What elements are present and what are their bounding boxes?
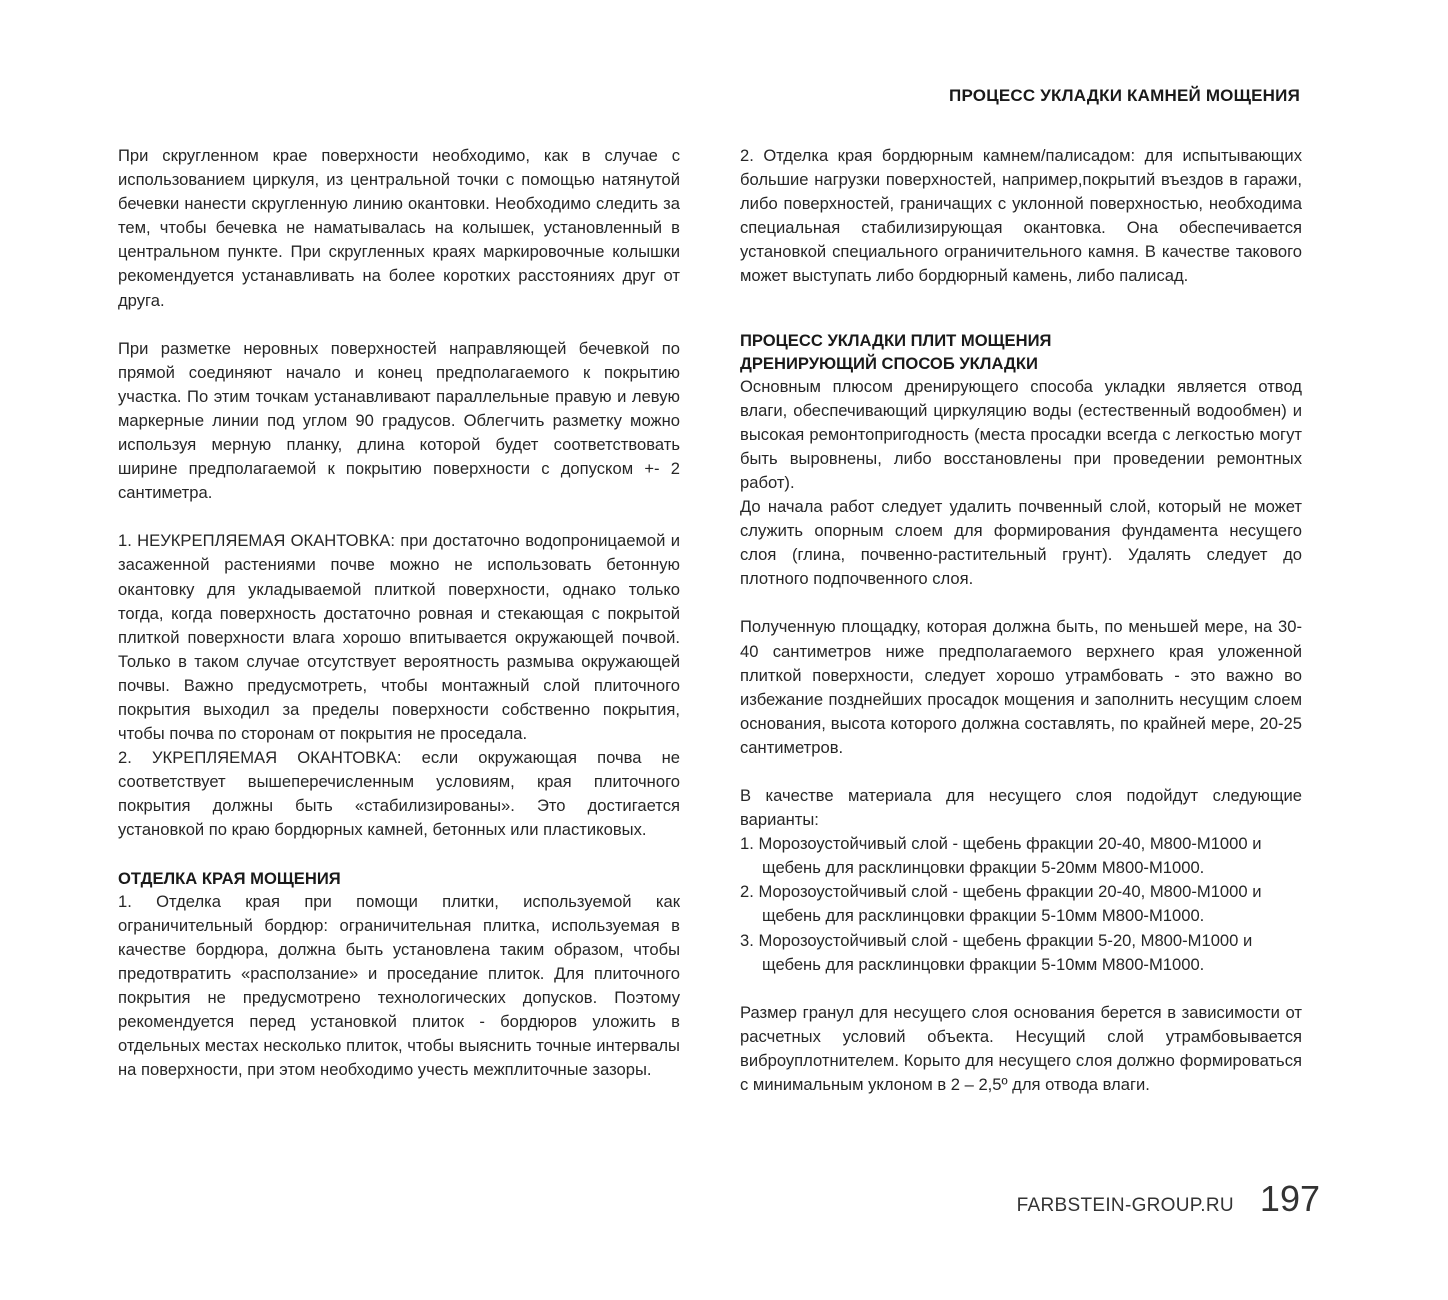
right-column: [740, 144, 1302, 1097]
paragraph-reinforced-edging: 2. УКРЕПЛЯЕМАЯ ОКАНТОВКА: если окружающая почва не соответствует вышеперечисленным условиям, края плиточного покрытия должны быть «стабилизированы». Это достигается установкой по краю бордюрных камней, бетонных или пластиковых.: [118, 748, 680, 840]
section-heading-slab-laying: ПРОЦЕСС УКЛАДКИ ПЛИТ МОЩЕНИЯ: [740, 330, 1052, 350]
page-number: 197: [1259, 1178, 1320, 1219]
left-column: [118, 144, 680, 1082]
paragraph-rounded-edge: При скругленном крае поверхности необходимо, как в случае с использованием циркуля, из центральной точки с помощью натянутой бечевки нанести скругленную линию окантовки. Необходимо следить за тем, чтобы бечевка не наматывалась на колышек, установленный в центральном пункте. При скругленных краях маркировочные колышки рекомендуется устанавливать на более коротких расстояниях друг от друга.: [118, 146, 680, 310]
paragraph-soil-removal: До начала работ следует удалить почвенный слой, который не может служить опорным слоем для формирования фундамента несущего слоя (глина, почвенно-растительный грунт). Удалять следует до плотного подпочвенного слоя.: [740, 497, 1302, 589]
paragraph-material-options: В качестве материала для несущего слоя подойдут следующие варианты:: [740, 785, 1302, 830]
section-heading-edge-finishing: ОТДЕЛКА КРАЯ МОЩЕНИЯ: [118, 868, 341, 888]
paragraph-compaction: Полученную площадку, которая должна быть, по меньшей мере, на 30-40 сантиметров ниже предполагаемого верхнего края уложенной плиткой поверхности, следует хорошо утрамбовать - это важно во избежание позднейших просадок мощения и заполнить несущим слоем основания, высота которого должна составлять, по крайней мере, 20-25 сантиметров.: [740, 617, 1302, 757]
list-item: 2. Морозоустойчивый слой - щебень фракции 20-40, М800-М1000 и щебень для расклинцовки фракции 5-10мм М800-М1000.: [740, 882, 1262, 926]
paragraph-curb-palisade: 2. Отделка края бордюрным камнем/палисадом: для испытывающих большие нагрузки поверхностей, например,покрытий въездов в гаражи, либо поверхностей, граничащих с уклонной поверхностью, необходима специальная стабилизирующая окантовка. Она обеспечивается установкой специального ограничительного камня. В качестве такового может выступать либо бордюрный камень, либо палисад.: [740, 146, 1302, 286]
paragraph-unreinforced-edging: 1. НЕУКРЕПЛЯЕМАЯ ОКАНТОВКА: при достаточно водопроницаемой и засаженной растениями почве можно не использовать бетонную окантовку для укладываемой плиткой поверхности, однако только тогда, когда поверхность достаточно ровная и стекающая с покрытой плиткой поверхности влага хорошо впитывается окружающей почвой. Только в таком случае отсутствует вероятность размыва окружающей почвы. Важно предусмотреть, чтобы монтажный слой плиточного покрытия выходил за пределы поверхности собственно покрытия, чтобы почва по сторонам от покрытия не проседала.: [118, 531, 680, 744]
website-url: FARBSTEIN-GROUP.RU: [1016, 1195, 1234, 1216]
paragraph-tile-border: 1. Отделка края при помощи плитки, используемой как ограничительный бордюр: ограничительная плитка, используемая в качестве бордюра, должна быть установлена таким образом, чтобы предотвратить «расползание» и проседание плиток. Для плиточного покрытия не предусмотрено технологических допусков. Поэтому рекомендуется перед установкой плиток - бордюров уложить в отдельных местах несколько плиток, чтобы выяснить точные интервалы на поверхности, при этом необходимо учесть межплиточные зазоры.: [118, 891, 680, 1080]
list-item: 3. Морозоустойчивый слой - щебень фракции 5-20, М800-М1000 и щебень для расклинцовки фракции 5-10мм М800-М1000.: [740, 930, 1253, 974]
list-item: 1. Морозоустойчивый слой - щебень фракции 20-40, М800-М1000 и щебень для расклинцовки фракции 5-20мм М800-М1000.: [740, 834, 1262, 878]
page-footer: [1017, 1178, 1320, 1220]
section-subheading-drainage-method: ДРЕНИРУЮЩИЙ СПОСОБ УКЛАДКИ: [740, 353, 1038, 373]
running-header: ПРОЦЕСС УКЛАДКИ КАМНЕЙ МОЩЕНИЯ: [949, 86, 1300, 105]
paragraph-drainage-advantages: Основным плюсом дренирующего способа укладки является отвод влаги, обеспечивающий циркуляцию воды (естественный водообмен) и высокая ремонтопригодность (места просадки всегда с легкостью могут быть выровнены, либо восстановлены при проведении ремонтных работ).: [740, 376, 1302, 492]
paragraph-granule-size: Размер гранул для несущего слоя основания берется в зависимости от расчетных условий объекта. Несущий слой утрамбовывается виброуплотнителем. Корыто для несущего слоя должно формироваться с минимальным уклоном в 2 – 2,5º для отвода влаги.: [740, 1002, 1302, 1094]
paragraph-uneven-surfaces: При разметке неровных поверхностей направляющей бечевкой по прямой соединяют начало и конец предполагаемого к покрытию участка. По этим точкам устанавливают параллельные правую и левую маркерные линии под углом 90 градусов. Облегчить разметку можно используя мерную планку, длина которой будет соответствовать ширине предполагаемой к покрытию поверхности с допуском +- 2 сантиметра.: [118, 338, 680, 503]
